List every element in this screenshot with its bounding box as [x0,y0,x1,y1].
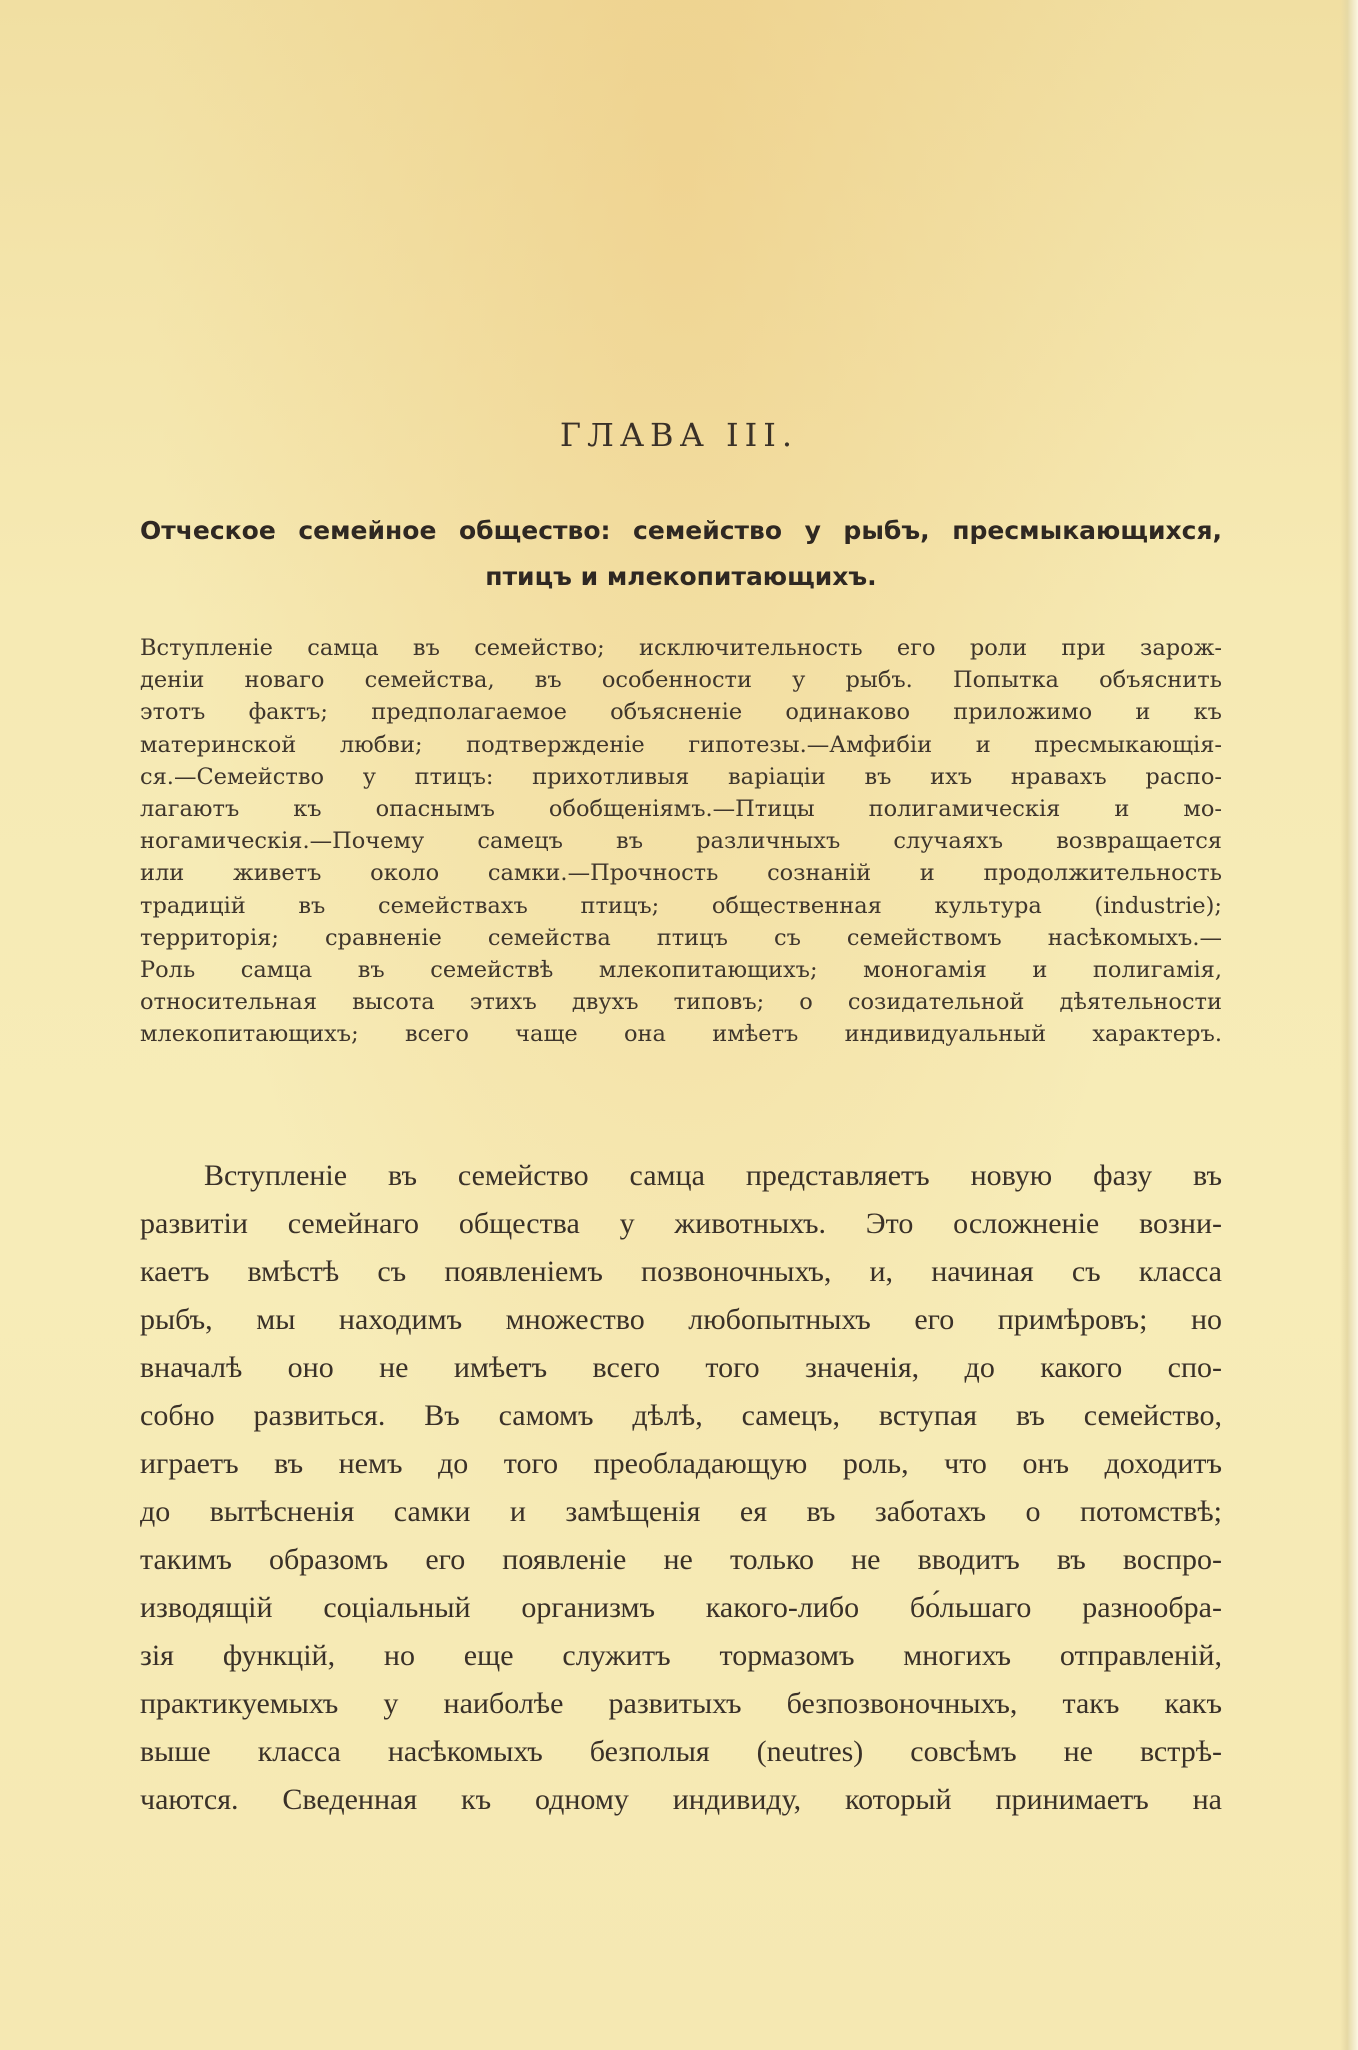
summary-line: относительная высота этихъ двухъ типовъ; о созидательной дѣятельности [140,989,1222,1016]
summary-line: этотъ фактъ; предполагаемое объясненіе одинаково приложимо и къ [140,699,1222,726]
body-line: вначалѣ оно не имѣетъ всего того значенія, до какого спо- [140,1351,1222,1384]
summary-line: Роль самца въ семействѣ млекопитающихъ; моногамія и полигамія, [140,957,1222,984]
body-line: до вытѣсненія самки и замѣщенія ея въ заботахъ о потомствѣ; [140,1495,1222,1528]
body-line: играетъ въ немъ до того преобладающую роль, что онъ доходитъ [140,1447,1222,1480]
summary-line: млекопитающихъ; всего чаще она имѣетъ индивидуальный характеръ. [140,1021,1222,1048]
summary-line: или живетъ около самки.—Прочность сознаній и продолжительность [140,860,1222,887]
summary-line: Вступленіе самца въ семейство; исключительность его роли при зарож- [140,635,1222,661]
subtitle-line: Отческое семейное общество: семейство у рыбъ, пресмыкающихся, [140,516,1222,545]
chapter-subtitle [140,508,1222,600]
body-paragraph [140,1152,1222,1824]
body-line: зія функцій, но еще служитъ тормазомъ многихъ отправленій, [140,1639,1222,1672]
summary-line: ся.—Семейство у птицъ: прихотливыя варіаціи въ ихъ нравахъ распо- [140,763,1222,790]
body-line: рыбъ, мы находимъ множество любопытныхъ его примѣровъ; но [140,1303,1222,1336]
body-line: практикуемыхъ у наиболѣе развитыхъ безпозвоночныхъ, такъ какъ [140,1687,1222,1720]
body-line: изводящій соціальный организмъ какого-либо бо́льшаго разнообра- [140,1591,1222,1624]
body-line: чаются. Сведенная къ одному индивиду, который принимаетъ на [140,1783,1222,1816]
body-line: собно развиться. Въ самомъ дѣлѣ, самецъ, вступая въ семейство, [140,1399,1222,1432]
chapter-summary [140,632,1222,1051]
body-line: Вступленіе въ семейство самца представляетъ новую фазу въ [204,1159,1222,1192]
summary-line: ногамическія.—Почему самецъ въ различныхъ случаяхъ возвращается [140,828,1222,855]
summary-line: территорія; сравненіе семейства птицъ съ семействомъ насѣкомыхъ.— [140,924,1222,951]
body-line: каетъ вмѣстѣ съ появленіемъ позвоночныхъ, и, начиная съ класса [140,1255,1222,1288]
summary-line: традицій въ семействахъ птицъ; общественная культура (industrie); [140,892,1222,919]
page-edge [1340,0,1358,2050]
summary-line: деніи новаго семейства, въ особенности у рыбъ. Попытка объяснить [140,667,1222,694]
subtitle-line: птицъ и млекопитающихъ. [485,562,877,591]
summary-line: материнской любви; подтвержденіе гипотезы.—Амфибіи и пресмыкающія- [140,731,1222,758]
summary-line: лагаютъ къ опаснымъ обобщеніямъ.—Птицы полигамическія и мо- [140,796,1222,823]
body-line: развитіи семейнаго общества у животныхъ. Это осложненіе возни- [140,1207,1222,1240]
body-line: выше класса насѣкомыхъ безполыя (neutres) совсѣмъ не встрѣ- [140,1735,1222,1768]
chapter-title: ГЛАВА III. [559,416,799,454]
body-line: такимъ образомъ его появленіе не только не вводитъ въ воспро- [140,1543,1222,1576]
